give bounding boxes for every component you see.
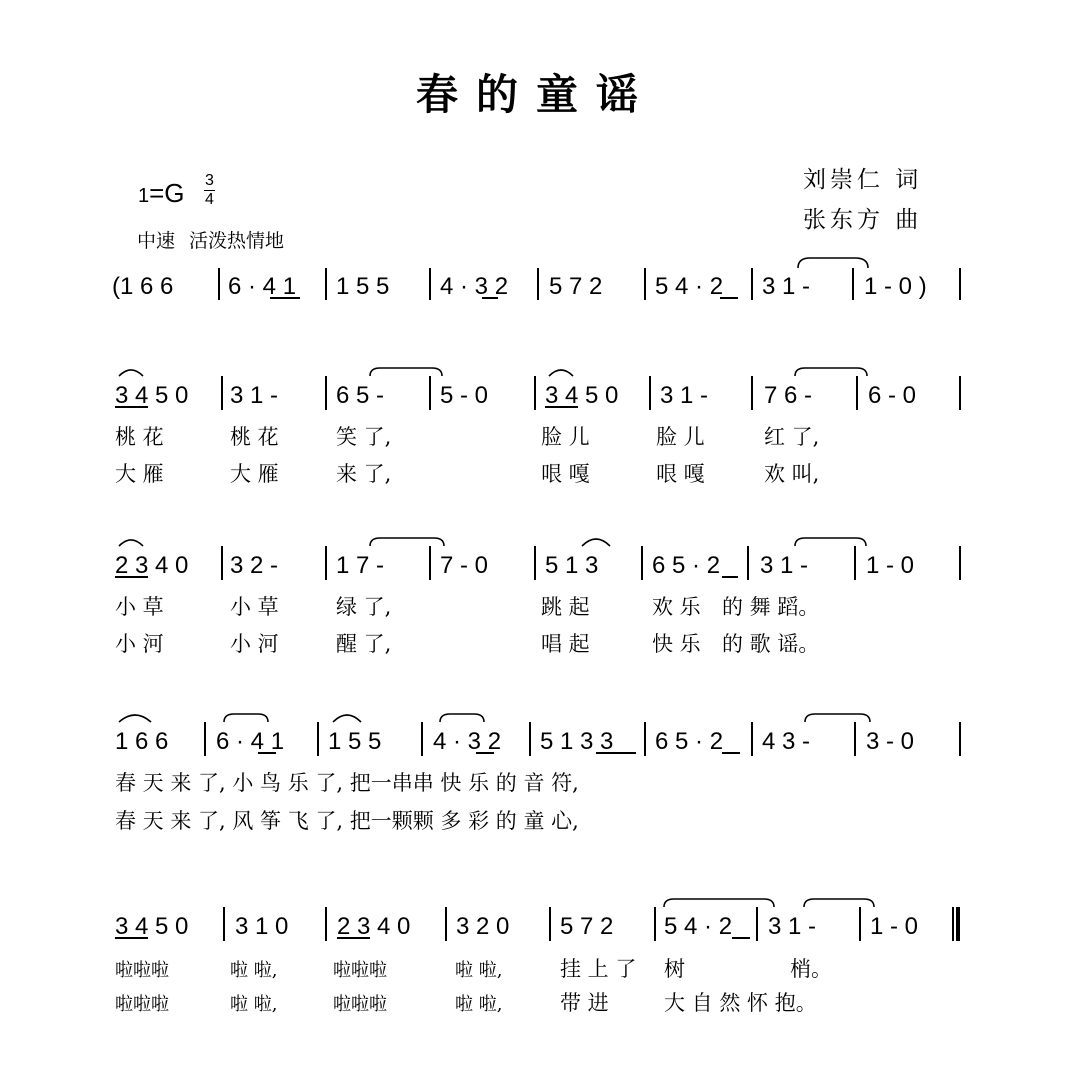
- measure: 2 3 4 0: [115, 552, 189, 579]
- measure: 6 5 · 2: [652, 552, 721, 579]
- lyric: 啦 啦,: [455, 960, 503, 981]
- slur: [440, 714, 484, 722]
- measure: 1 5 5: [336, 273, 390, 300]
- lyric: 啦啦啦: [333, 994, 387, 1015]
- key-degree: 1: [138, 185, 150, 207]
- lyric: 跳 起: [541, 595, 590, 619]
- measure: 3 2 0: [456, 913, 510, 940]
- lyric: 大 雁: [230, 462, 279, 486]
- tie: [795, 368, 867, 376]
- measure: 3 1 -: [760, 552, 809, 579]
- measure: 6 · 4 1: [216, 728, 285, 755]
- measure: 6 5 -: [336, 382, 385, 409]
- slur: [119, 540, 143, 546]
- measure: 1 - 0 ): [864, 273, 927, 300]
- slur: [224, 714, 268, 722]
- measure: 1 - 0: [870, 913, 919, 940]
- lyric: 的 歌 谣。: [722, 632, 820, 656]
- measure: 3 2 -: [230, 552, 279, 579]
- lyric: 啦啦啦: [115, 960, 169, 981]
- composer: 张东方 曲: [803, 207, 923, 233]
- measure: 3 4 5 0: [115, 382, 189, 409]
- lyric-verse-2: 春 天 来 了, 风 筝 飞 了, 把一颗颗 多 彩 的 童 心,: [115, 809, 579, 833]
- measure: 6 · 4 1: [228, 273, 297, 300]
- measure: 6 - 0: [868, 382, 917, 409]
- verse-1: [115, 595, 819, 619]
- lyric: 啦 啦,: [230, 960, 278, 981]
- lyric: 快 乐: [652, 632, 701, 656]
- time-denominator: 4: [205, 191, 214, 208]
- measure: 1 7 -: [336, 552, 385, 579]
- lyric: 哏 嘎: [541, 462, 590, 486]
- tie: [795, 538, 866, 546]
- measure: 3 1 -: [768, 913, 817, 940]
- lyric: 啦啦啦: [333, 960, 387, 981]
- measure: 1 - 0: [866, 552, 915, 579]
- lyric: 欢 叫,: [764, 462, 820, 486]
- lyric: 红 了,: [764, 425, 820, 449]
- verse-2: [115, 632, 819, 656]
- measure: 5 - 0: [440, 382, 489, 409]
- lyric: 啦 啦,: [230, 994, 278, 1015]
- slur: [664, 899, 774, 907]
- measure: 3 1 -: [762, 273, 811, 300]
- verse-2: [115, 462, 819, 486]
- lyric: 树: [664, 957, 685, 981]
- measure: 3 1 -: [660, 382, 709, 409]
- lyric: 唱 起: [541, 632, 590, 656]
- lyric: 脸 儿: [656, 425, 705, 449]
- slur: [333, 715, 361, 722]
- key-note: =G: [149, 178, 185, 208]
- measure: 3 - 0: [866, 728, 915, 755]
- tie: [370, 538, 444, 546]
- slur: [582, 539, 610, 546]
- lyric: 笑 了,: [336, 425, 392, 449]
- lyric: 小 河: [230, 632, 279, 656]
- tie: [370, 368, 442, 376]
- tie: [804, 899, 874, 907]
- verse-1: [115, 957, 832, 981]
- lyric: 绿 了,: [336, 595, 392, 619]
- measure: 3 4 5 0: [115, 913, 189, 940]
- slur: [119, 370, 143, 376]
- measure: 3 4 5 0: [545, 382, 619, 409]
- lyric: 小 草: [115, 595, 164, 619]
- measure: 5 7 2: [549, 273, 603, 300]
- lyric: 脸 儿: [541, 425, 590, 449]
- lyric: 挂 上 了: [560, 957, 637, 981]
- tie: [798, 258, 868, 268]
- lyric: 桃 花: [230, 425, 279, 449]
- measure: 3 1 -: [230, 382, 279, 409]
- lyric-verse-1: 春 天 来 了, 小 鸟 乐 了, 把一串串 快 乐 的 音 符,: [115, 771, 579, 795]
- measure: 4 · 3 2: [440, 273, 509, 300]
- lyric: 桃 花: [115, 425, 164, 449]
- measure: 4 3 -: [762, 728, 811, 755]
- measure: 1 5 5: [328, 728, 382, 755]
- lyric: 带 进: [560, 991, 609, 1015]
- measure: 7 6 -: [764, 382, 813, 409]
- lyric: 梢。: [790, 957, 832, 981]
- slur: [119, 715, 151, 722]
- measure: 1 6 6: [115, 728, 169, 755]
- time-numerator: 3: [205, 172, 214, 189]
- lyricist: 刘崇仁 词: [803, 167, 923, 193]
- measure: 5 4 · 2: [664, 913, 733, 940]
- verse-2: [115, 991, 817, 1015]
- tempo-marking: 中速 活泼热情地: [137, 230, 285, 252]
- verse-1: [115, 425, 819, 449]
- lyric: 啦啦啦: [115, 994, 169, 1015]
- measure: (1 6 6: [112, 273, 174, 300]
- score-line-3: [115, 538, 960, 656]
- lyric: 来 了,: [336, 462, 392, 486]
- measure: 2 3 4 0: [337, 913, 411, 940]
- lyric: 大 雁: [115, 462, 164, 486]
- lyric: 醒 了,: [336, 632, 392, 656]
- measure: 3 1 0: [235, 913, 289, 940]
- measure: 5 4 · 2: [655, 273, 724, 300]
- measure: 5 1 3: [545, 552, 599, 579]
- lyric: 小 草: [230, 595, 279, 619]
- lyric: 啦 啦,: [455, 994, 503, 1015]
- slur: [549, 370, 573, 376]
- measure: 5 1 3 3: [540, 728, 614, 755]
- song-title: 春的童谣: [415, 70, 656, 119]
- measure: 6 5 · 2: [655, 728, 724, 755]
- score-line-2: [115, 368, 960, 486]
- lyric: 哏 嘎: [656, 462, 705, 486]
- score-line-4: [115, 714, 960, 833]
- lyric: 欢 乐: [652, 595, 701, 619]
- lyric: 小 河: [115, 632, 164, 656]
- score-line-1: [112, 258, 960, 300]
- score-line-5: [115, 899, 958, 1015]
- measure: 4 · 3 2: [433, 728, 502, 755]
- tie: [805, 714, 870, 722]
- lyric: 的 舞 蹈。: [722, 595, 820, 619]
- lyric: 大 自 然 怀 抱。: [664, 991, 817, 1015]
- measure: 7 - 0: [440, 552, 489, 579]
- measure: 5 7 2: [560, 913, 614, 940]
